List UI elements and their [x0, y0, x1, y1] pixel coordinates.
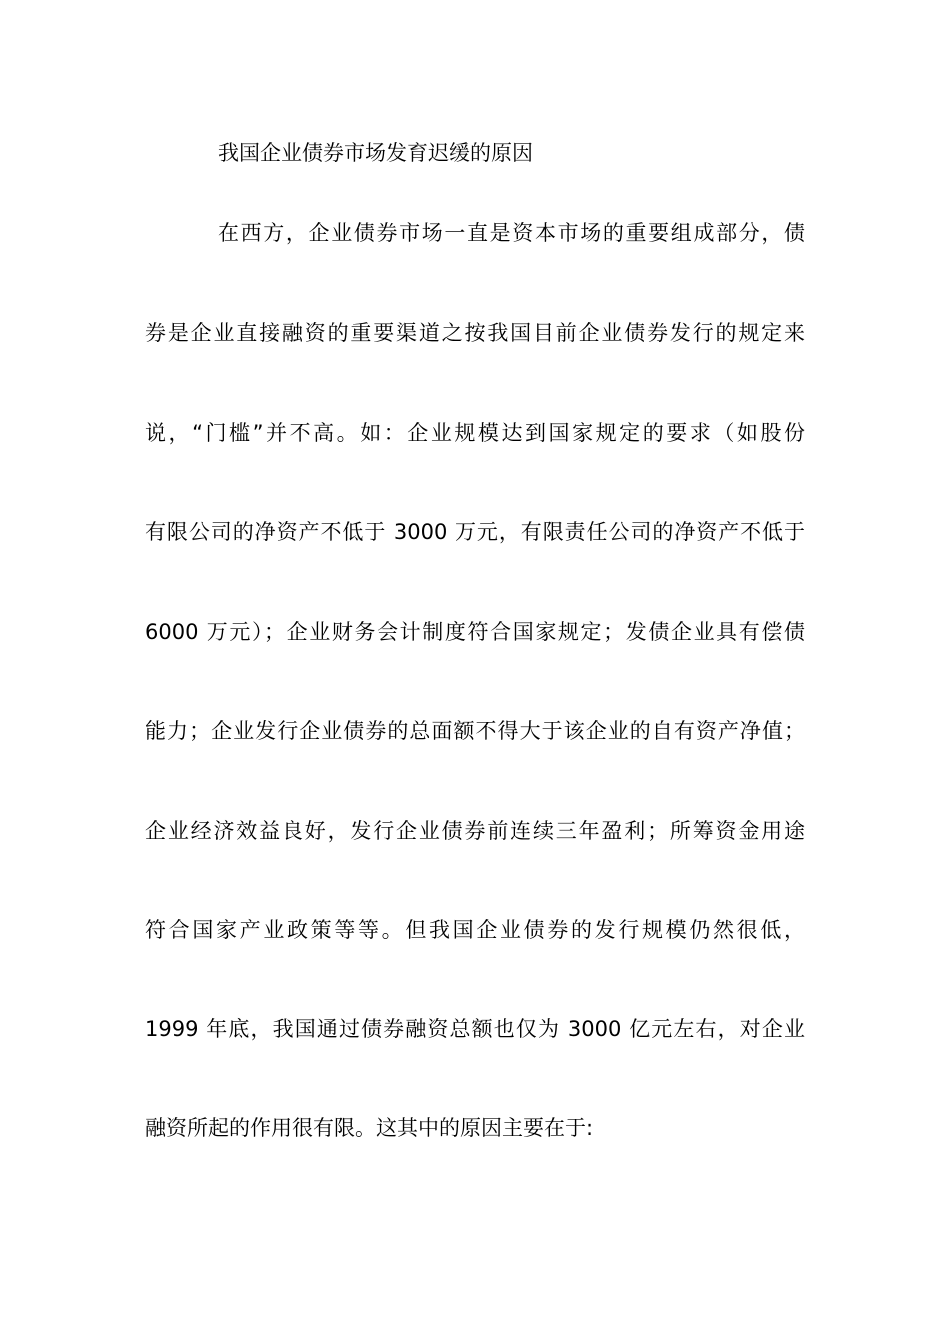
paragraph-line: 符合国家产业政策等等。但我国企业债券的发行规模仍然很低， [145, 918, 805, 942]
paragraph-line: 券是企业直接融资的重要渠道之按我国目前企业债券发行的规定来 [145, 321, 805, 345]
paragraph-line: 说，“门槛”并不高。如：企业规模达到国家规定的要求（如股份 [145, 421, 805, 445]
document-title: 我国企业债券市场发育迟缓的原因 [218, 141, 533, 165]
paragraph-line: 有限公司的净资产不低于 3000 万元，有限责任公司的净资产不低于 [145, 520, 805, 544]
paragraph-line: 融资所起的作用很有限。这其中的原因主要在于: [145, 1116, 594, 1140]
paragraph-line: 在西方，企业债券市场一直是资本市场的重要组成部分，债 [218, 221, 805, 245]
paragraph-line: 企业经济效益良好，发行企业债券前连续三年盈利；所筹资金用途 [145, 819, 805, 843]
paragraph-line: 1999 年底，我国通过债券融资总额也仅为 3000 亿元左右，对企业 [145, 1017, 805, 1041]
paragraph-line: 6000 万元）；企业财务会计制度符合国家规定；发债企业具有偿债 [145, 620, 805, 644]
paragraph-line: 能力；企业发行企业债券的总面额不得大于该企业的自有资产净值； [145, 719, 805, 743]
